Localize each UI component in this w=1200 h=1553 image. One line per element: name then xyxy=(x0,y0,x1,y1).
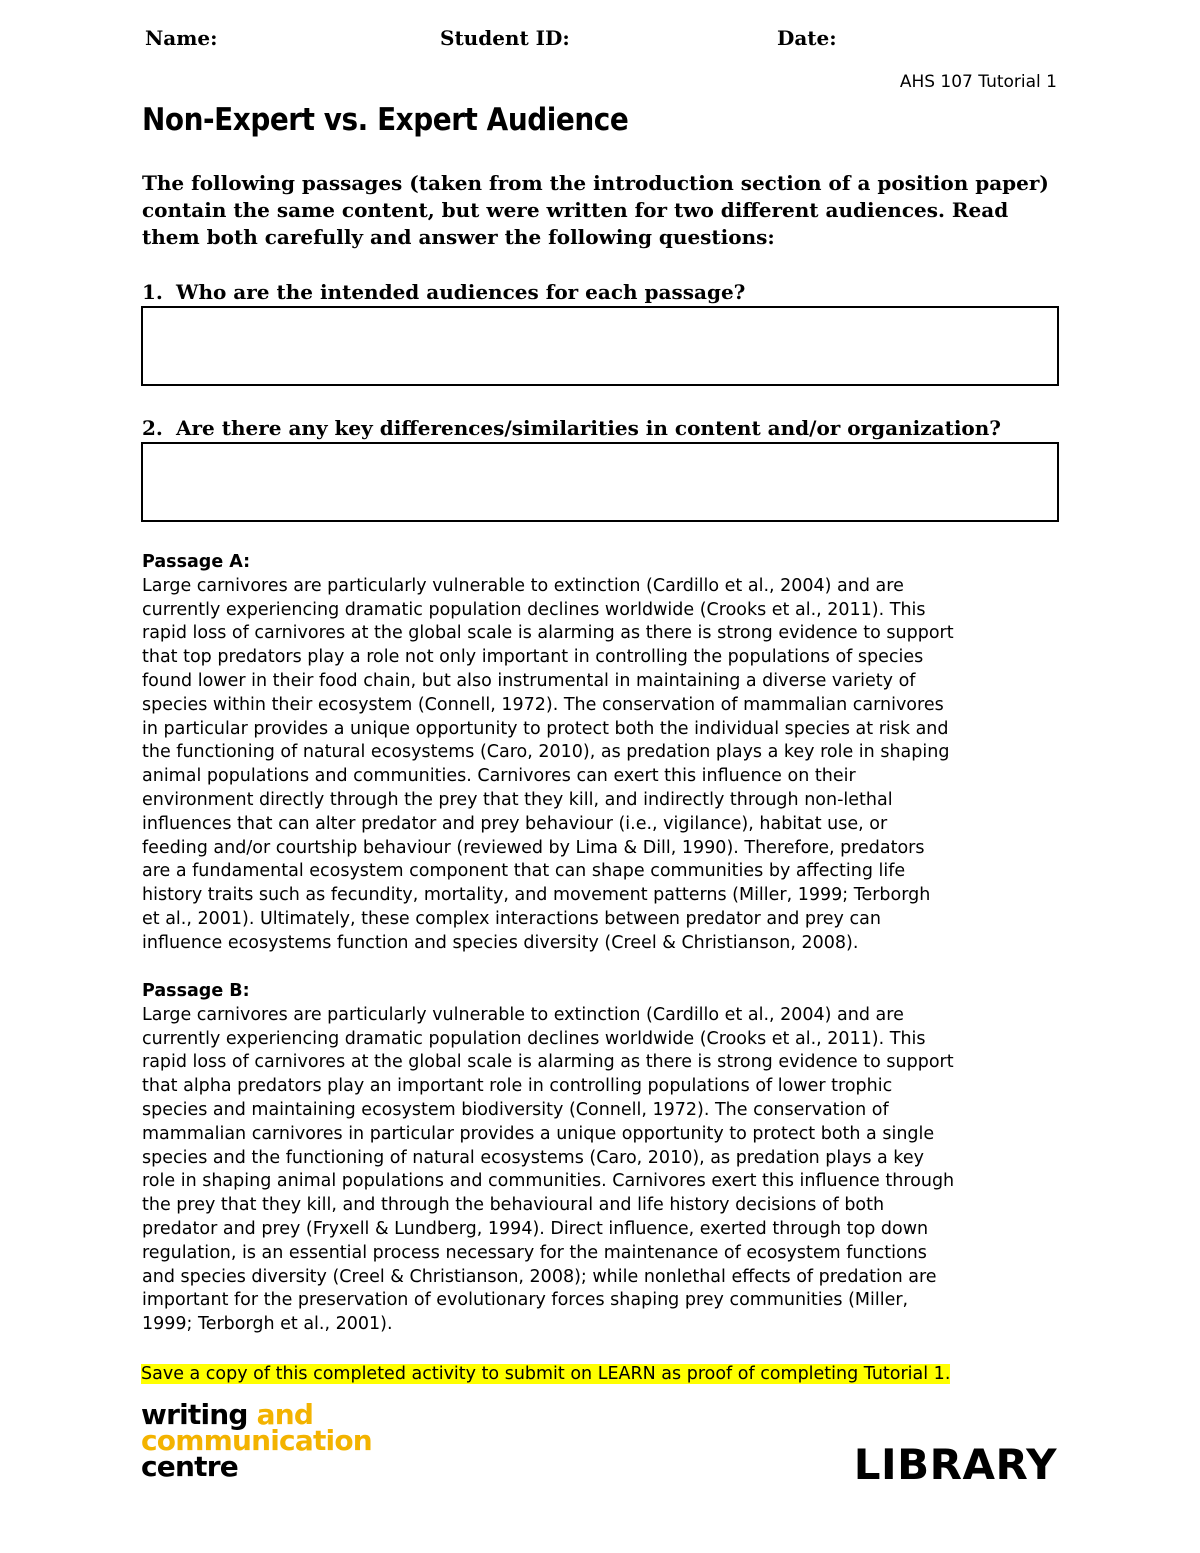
answer-box-1[interactable] xyxy=(141,306,1059,386)
logo-word-and: and xyxy=(256,1398,314,1431)
page-title: Non-Expert vs. Expert Audience xyxy=(142,102,629,138)
save-note-text: Save a copy of this completed activity to submit on LEARN as proof of completing Tutorial 1. xyxy=(141,1364,951,1384)
writing-communication-centre-logo xyxy=(141,1398,372,1483)
save-note xyxy=(139,1362,952,1386)
passage-label: Passage B: xyxy=(142,981,250,1001)
library-logo: LIBRARY xyxy=(853,1440,1057,1489)
logo-word-writing: writing xyxy=(141,1398,248,1431)
question-number: 2. xyxy=(142,416,163,440)
course-label: AHS 107 Tutorial 1 xyxy=(899,72,1057,92)
question-1 xyxy=(142,280,745,304)
passage-text: Large carnivores are particularly vulnerable to extinction (Cardillo et al., 2004) and are currently experiencing dramatic population declines worldwide (Crooks et al., 2011). This rapid loss of carnivores at the global scale is alarming as there is strong evidence to support that top predators play a role not only important in controlling the populations of species found lower in their food chain, but also instrumental in maintaining a diverse variety of species within their ecosystem (Connell, 1972). The conservation of mammalian carnivores in particular provides a unique opportunity to protect both the individual species at risk and the functioning of natural ecosystems (Caro, 2010), as predation plays a key role in shaping animal populations and communities. Carnivores can exert this influence on their environment directly through the prey that they kill, and indirectly through non-lethal influences that can alter predator and prey behaviour (i.e., vigilance), habitat use, or feeding and/or courtship behaviour (reviewed by Lima & Dill, 1990). Therefore, predators are a fundamental ecosystem component that can shape communities by affecting life history traits such as fecundity, mortality, and movement patterns (Miller, 1999; Terborgh et al., 2001). Ultimately, these complex interactions between predator and prey can influence ecosystems function and species diversity (Creel & Christianson, 2008). xyxy=(142,575,954,953)
name-label: Name: xyxy=(145,26,218,50)
question-text: Who are the intended audiences for each passage? xyxy=(176,280,746,304)
passage-text: Large carnivores are particularly vulnerable to extinction (Cardillo et al., 2004) and are currently experiencing dramatic population declines worldwide (Crooks et al., 2011). This rapid loss of carnivores at the global scale is alarming as there is strong evidence to support that alpha predators play an important role in controlling populations of lower trophic species and maintaining ecosystem biodiversity (Connell, 1972). The conservation of mammalian carnivores in particular provides a unique opportunity to protect both a single species and the functioning of natural ecosystems (Caro, 2010), as predation plays a key role in shaping animal populations and communities. Carnivores exert this influence through the prey that they kill, and through the behavioural and life history decisions of both predator and prey (Fryxell & Lundberg, 1994). Direct influence, exerted through top down regulation, is an essential process necessary for the maintenance of ecosystem functions and species diversity (Creel & Christianson, 2008); while nonlethal effects of predation are important for the preservation of evolutionary forces shaping prey communities (Miller, 1999; Terborgh et al., 2001). xyxy=(142,1004,955,1335)
passage-b xyxy=(142,980,1072,1337)
passage-a xyxy=(142,551,1072,956)
date-label: Date: xyxy=(777,26,837,50)
passage-label: Passage A: xyxy=(142,552,251,572)
student-id-label: Student ID: xyxy=(440,26,570,50)
question-2 xyxy=(142,416,1001,440)
intro-text: The following passages (taken from the introduction section of a position paper) contain the same content, but were written for two different audiences. Read them both carefully and answer the following questions: xyxy=(142,171,1049,249)
question-number: 1. xyxy=(142,280,163,304)
logo-word-centre: centre xyxy=(141,1450,238,1483)
logo-word-communication: communication xyxy=(141,1424,372,1457)
answer-box-2[interactable] xyxy=(141,442,1059,522)
question-text: Are there any key differences/similarities in content and/or organization? xyxy=(176,416,1002,440)
